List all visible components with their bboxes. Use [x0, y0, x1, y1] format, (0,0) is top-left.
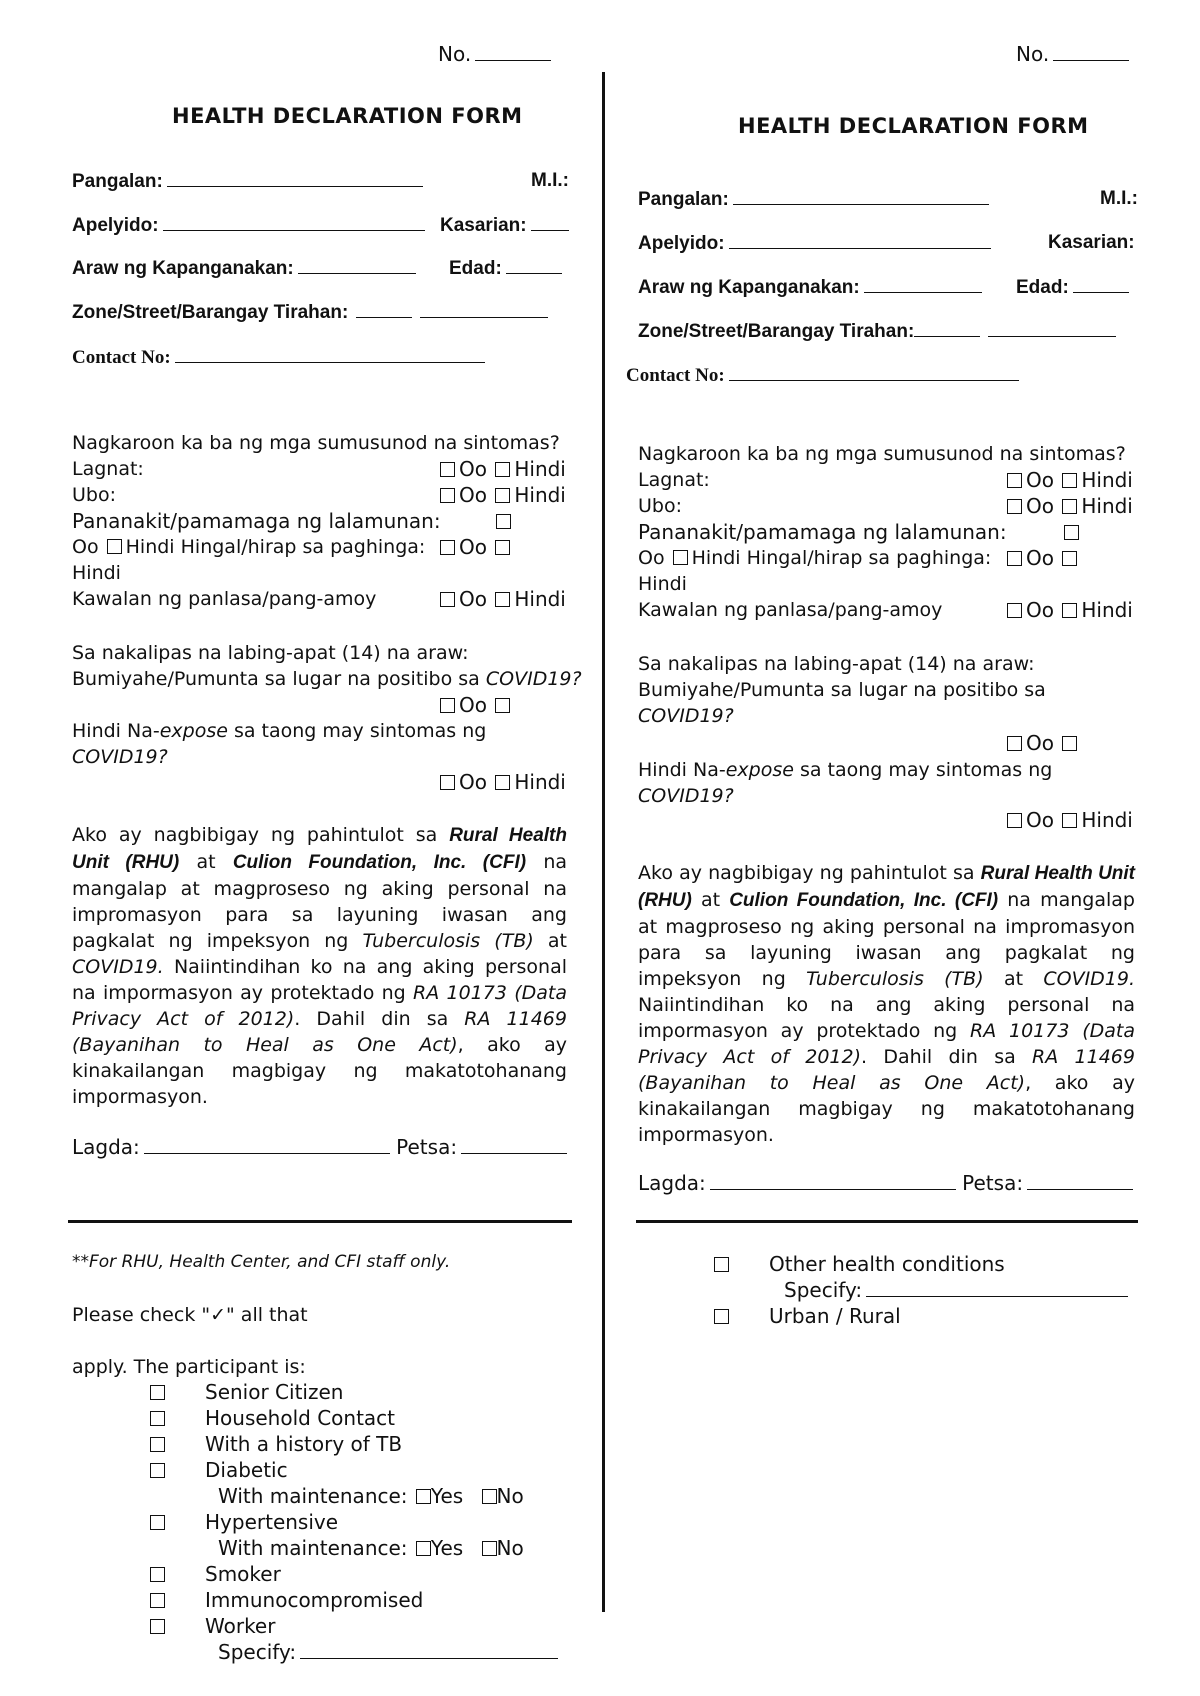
household-checkbox[interactable] — [150, 1411, 165, 1426]
barangay-input-right[interactable] — [988, 320, 1116, 337]
hingal-line-right: Oo Hindi Hingal/hirap sa paghinga: — [638, 547, 992, 569]
bumiyahe-covid-right: COVID19? — [638, 705, 734, 727]
expose-options-right: Oo Hindi — [1005, 808, 1133, 832]
section-divider-right — [636, 1220, 1138, 1223]
urban-rural-item: Urban / Rural — [712, 1304, 901, 1328]
tirahan-field-right: Zone/Street/Barangay Tirahan: — [638, 320, 1116, 343]
lalamunan-checkbox[interactable] — [496, 514, 511, 529]
lagnat-label-right: Lagnat: — [638, 469, 710, 491]
worker-specify-input[interactable] — [300, 1642, 558, 1659]
pangalan-field: Pangalan: — [72, 170, 423, 193]
panlasa-hindi-checkbox-right[interactable] — [1062, 603, 1077, 618]
bumiyahe-hindi-checkbox[interactable] — [495, 698, 510, 713]
bumiyahe-hindi-checkbox-right[interactable] — [1062, 736, 1077, 751]
kapanganakan-input-right[interactable] — [864, 276, 982, 293]
other-specify-input[interactable] — [866, 1280, 1128, 1297]
kasarian-input[interactable] — [531, 214, 569, 231]
immuno-item: Immunocompromised — [148, 1588, 423, 1612]
column-divider — [602, 72, 605, 1612]
other-specify: Specify: — [784, 1278, 1128, 1302]
pangalan-input[interactable] — [167, 170, 423, 187]
expose-question: Hindi Na-expose sa taong may sintomas ng — [72, 720, 487, 742]
hingal-options: Oo — [438, 535, 514, 559]
panlasa-oo-checkbox-right[interactable] — [1007, 603, 1022, 618]
edad-field-right: Edad: — [1016, 276, 1129, 299]
symptoms-question-right: Nagkaroon ka ba ng mga sumusunod na sintomas? — [638, 443, 1126, 465]
expose-covid: COVID19? — [72, 746, 168, 768]
household-item: Household Contact — [148, 1406, 395, 1430]
hingal-oo-checkbox[interactable] — [440, 540, 455, 555]
staff-note: **For RHU, Health Center, and CFI staff only. — [72, 1252, 451, 1272]
panlasa-options-right: Oo Hindi — [1005, 598, 1133, 622]
ubo-oo-checkbox-right[interactable] — [1007, 499, 1022, 514]
bumiyahe-question: Bumiyahe/Pumunta sa lugar na positibo sa COVID19? — [72, 668, 582, 690]
diabetic-yes-checkbox[interactable] — [416, 1489, 431, 1504]
kapanganakan-field: Araw ng Kapanganakan: — [72, 257, 416, 280]
form-number-line-right[interactable] — [1053, 44, 1129, 61]
hypertensive-item: Hypertensive — [148, 1510, 338, 1534]
ubo-label: Ubo: — [72, 484, 116, 506]
mi-label-right: M.I.: — [1100, 188, 1138, 209]
ubo-hindi-checkbox-right[interactable] — [1062, 499, 1077, 514]
edad-input-right[interactable] — [1073, 276, 1129, 293]
expose-hindi-checkbox-right[interactable] — [1062, 813, 1077, 828]
kasarian-field: Kasarian: — [440, 214, 569, 237]
panlasa-oo-checkbox[interactable] — [440, 592, 455, 607]
expose-question-right: Hindi Na-expose sa taong may sintomas ng — [638, 759, 1053, 781]
tb-history-item: With a history of TB — [148, 1432, 402, 1456]
form-number-right: No. — [1016, 42, 1129, 66]
ubo-options: Oo Hindi — [438, 483, 566, 507]
immuno-checkbox[interactable] — [150, 1593, 165, 1608]
check-icon: ✓ — [210, 1304, 227, 1326]
hingal-hindi-checkbox-right[interactable] — [1062, 551, 1077, 566]
edad-input[interactable] — [506, 257, 562, 274]
expose-options: Oo Hindi — [438, 770, 566, 794]
diabetic-no-checkbox[interactable] — [482, 1489, 497, 1504]
lalamunan-checkbox-right[interactable] — [1064, 525, 1079, 540]
contact-input-right[interactable] — [729, 364, 1019, 381]
apelyido-input-right[interactable] — [729, 232, 991, 249]
expose-covid-right: COVID19? — [638, 785, 734, 807]
expose-oo-checkbox-right[interactable] — [1007, 813, 1022, 828]
panlasa-label-right: Kawalan ng panlasa/pang-amoy — [638, 599, 943, 621]
travel-heading-right: Sa nakalipas na labing-apat (14) na araw: — [638, 653, 1035, 675]
tb-history-checkbox[interactable] — [150, 1437, 165, 1452]
ubo-options-right: Oo Hindi — [1005, 494, 1133, 518]
ubo-hindi-checkbox[interactable] — [495, 488, 510, 503]
lalamunan-options-right — [1062, 520, 1083, 544]
expose-hindi-checkbox[interactable] — [495, 775, 510, 790]
panlasa-hindi-checkbox[interactable] — [495, 592, 510, 607]
hypertensive-yes-checkbox[interactable] — [416, 1541, 431, 1556]
other-conditions-item: Other health conditions — [712, 1252, 1005, 1276]
contact-input[interactable] — [175, 346, 485, 363]
apelyido-field: Apelyido: — [72, 214, 425, 237]
worker-item: Worker — [148, 1614, 275, 1638]
edad-field: Edad: — [449, 257, 562, 280]
apelyido-input[interactable] — [163, 214, 425, 231]
hingal-oo-checkbox-right[interactable] — [1007, 551, 1022, 566]
lagnat-hindi-checkbox-right[interactable] — [1062, 473, 1077, 488]
bumiyahe-options: Oo — [438, 693, 514, 717]
ubo-label-right: Ubo: — [638, 495, 682, 517]
lagnat-options-right: Oo Hindi — [1005, 468, 1133, 492]
worker-specify: Specify: — [218, 1640, 558, 1664]
lagda-field: Lagda: Petsa: — [72, 1134, 567, 1160]
tirahan-field: Zone/Street/Barangay Tirahan: — [72, 301, 548, 324]
travel-heading: Sa nakalipas na labing-apat (14) na araw: — [72, 642, 469, 664]
bumiyahe-question-right: Bumiyahe/Pumunta sa lugar na positibo sa — [638, 679, 1046, 701]
lagda-input-right[interactable] — [710, 1173, 956, 1190]
lagnat-oo-checkbox[interactable] — [440, 462, 455, 477]
hingal-hindi-checkbox[interactable] — [495, 540, 510, 555]
hypertensive-no-checkbox[interactable] — [482, 1541, 497, 1556]
zone-input-right[interactable] — [914, 320, 980, 337]
bumiyahe-oo-checkbox-right[interactable] — [1007, 736, 1022, 751]
pangalan-field-right: Pangalan: — [638, 188, 989, 211]
lalamunan-hindi-checkbox[interactable] — [107, 539, 122, 554]
zone-input[interactable] — [356, 301, 412, 318]
kapanganakan-field-right: Araw ng Kapanganakan: — [638, 276, 982, 299]
contact-field-right: Contact No: — [626, 364, 1019, 387]
form-number-line[interactable] — [475, 44, 551, 61]
hingal-hindi-label-right: Hindi — [638, 573, 687, 595]
smoker-item: Smoker — [148, 1562, 281, 1586]
apply-text: apply. The participant is: — [72, 1356, 306, 1378]
senior-checkbox[interactable] — [150, 1385, 165, 1400]
symptoms-question: Nagkaroon ka ba ng mga sumusunod na sintomas? — [72, 432, 560, 454]
barangay-input[interactable] — [420, 301, 548, 318]
hingal-line: Oo Hindi Hingal/hirap sa paghinga: — [72, 536, 426, 558]
hingal-options-right: Oo — [1005, 546, 1081, 570]
check-instruction: Please check "✓" all that — [72, 1304, 308, 1326]
form-title-right: HEALTH DECLARATION FORM — [738, 114, 1089, 138]
hingal-hindi-label: Hindi — [72, 562, 121, 584]
diabetic-item: Diabetic — [148, 1458, 288, 1482]
consent-paragraph: Ako ay nagbibigay ng pahintulot sa Rural Health Unit (RHU) at Culion Foundation, Inc. (CFI) na mangalap at magproseso ng aking personal na impromasyon para sa layuning iwasan ang pagkalat ng impeksyon ng Tuberculosis (TB) at COVID19. Naiintindihan ko na ang aking personal na impormasyon ay protektado ng RA 10173 (Data Privacy Act of 2012). Dahil din sa RA 11469 (Bayanihan to Heal as One Act), ako ay kinakailangan magbigay ng makatotohanang impormasyon. — [72, 824, 568, 1108]
lalamunan-options — [494, 509, 515, 533]
bumiyahe-oo-checkbox[interactable] — [440, 698, 455, 713]
diabetic-checkbox[interactable] — [150, 1463, 165, 1478]
diabetic-maintenance: With maintenance: Yes No — [218, 1484, 524, 1508]
kasarian-label-right: Kasarian: — [1048, 232, 1135, 253]
lalamunan-label-right: Pananakit/pamamaga ng lalamunan: — [638, 520, 1007, 544]
panlasa-options: Oo Hindi — [438, 587, 566, 611]
lalamunan-hindi-checkbox-right[interactable] — [673, 550, 688, 565]
lagnat-options: Oo Hindi — [438, 457, 566, 481]
mi-label: M.I.: — [531, 170, 569, 191]
apelyido-field-right: Apelyido: — [638, 232, 991, 255]
senior-item: Senior Citizen — [148, 1380, 343, 1404]
form-number: No. — [438, 42, 551, 66]
consent-paragraph-right: Ako ay nagbibigay ng pahintulot sa Rural Health Unit (RHU) at Culion Foundation, Inc. (CFI) na mangalap at magproseso ng aking personal na impromasyon para sa layuning iwasan ang pagkalat ng impeksyon ng Tuberculosis (TB) at COVID19. Naiintindihan ko na ang aking personal na impormasyon ay protektado ng RA 10173 (Data Privacy Act of 2012). Dahil din sa RA 11469 (Bayanihan to Heal as One Act), ako ay kinakailangan magbigay ng makatotohanang impormasyon. — [638, 862, 1136, 1146]
hypertensive-checkbox[interactable] — [150, 1515, 165, 1530]
pangalan-input-right[interactable] — [733, 188, 989, 205]
right-form — [626, 0, 1158, 1696]
petsa-input[interactable] — [461, 1137, 567, 1154]
other-conditions-checkbox[interactable] — [714, 1257, 729, 1272]
left-form — [72, 0, 592, 1696]
bumiyahe-options-right: Oo — [1005, 731, 1081, 755]
lagnat-label: Lagnat: — [72, 458, 144, 480]
section-divider — [68, 1220, 572, 1223]
petsa-input-right[interactable] — [1027, 1173, 1133, 1190]
kapanganakan-input[interactable] — [298, 257, 416, 274]
lagda-field-right: Lagda: Petsa: — [638, 1170, 1133, 1196]
lagnat-hindi-checkbox[interactable] — [495, 462, 510, 477]
expose-oo-checkbox[interactable] — [440, 775, 455, 790]
hypertensive-maintenance: With maintenance: Yes No — [218, 1536, 524, 1560]
contact-field: Contact No: — [72, 346, 485, 369]
worker-checkbox[interactable] — [150, 1619, 165, 1634]
form-title: HEALTH DECLARATION FORM — [172, 104, 523, 128]
smoker-checkbox[interactable] — [150, 1567, 165, 1582]
ubo-oo-checkbox[interactable] — [440, 488, 455, 503]
panlasa-label: Kawalan ng panlasa/pang-amoy — [72, 588, 377, 610]
urban-rural-checkbox[interactable] — [714, 1309, 729, 1324]
lagnat-oo-checkbox-right[interactable] — [1007, 473, 1022, 488]
lalamunan-label: Pananakit/pamamaga ng lalamunan: — [72, 509, 441, 533]
lagda-input[interactable] — [144, 1137, 390, 1154]
